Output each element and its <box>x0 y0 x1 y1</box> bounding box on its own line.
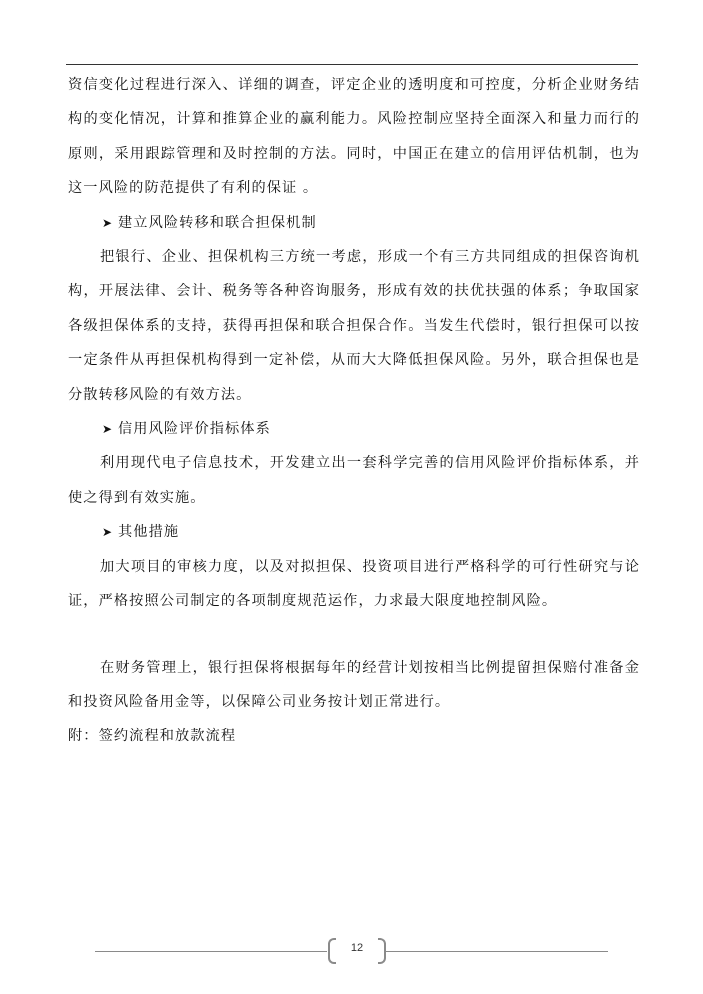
section-heading-text: 建立风险转移和联合担保机制 <box>118 214 317 231</box>
appendix-line: 附：签约流程和放款流程 <box>68 728 237 745</box>
arrow-bullet-icon: ➤ <box>102 422 114 437</box>
page-number: 12 <box>350 942 364 954</box>
section-body-credit-risk: 利用现代电子信息技术，开发建立出一套科学完善的信用风险评价指标体系，并使之得到有效实施。 <box>68 455 640 506</box>
footer-rule-right <box>385 951 608 952</box>
section-heading-risk-transfer <box>68 206 640 240</box>
document-body <box>68 68 640 754</box>
arrow-bullet-icon: ➤ <box>102 215 114 230</box>
section-body-risk-transfer: 把银行、企业、担保机构三方统一考虑，形成一个有三方共同组成的担保咨询机构，开展法律、会计、税务等各种咨询服务，形成有效的扶优扶强的体系；争取国家各级担保体系的支持，获得再担保和联合担保合作。当发生代偿时，银行担保可以按一定条件从再担保机构得到一定补偿，从而大大降低担保风险。另外，联合担保也是分散转移风险的有效方法。 <box>68 249 640 403</box>
section-body-other-measures: 加大项目的审核力度，以及对拟担保、投资项目进行严格科学的可行性研究与论证，严格按照公司制定的各项制度规范运作，力求最大限度地控制风险。 <box>68 558 640 610</box>
section-heading-text: 其他措施 <box>118 524 180 541</box>
footer-bracket-left <box>328 938 336 964</box>
header-rule <box>66 64 638 65</box>
intro-paragraph: 资信变化过程进行深入、详细的调查，评定企业的透明度和可控度，分析企业财务结构的变化情况，计算和推算企业的赢利能力。风险控制应坚持全面深入和量力而行的原则，采用跟踪管理和及时控制的方法。同时，中国正在建立的信用评估机制，也为这一风险的防范提供了有利的保证 。 <box>68 77 640 197</box>
paragraph-gap <box>68 619 640 651</box>
arrow-bullet-icon: ➤ <box>102 525 114 540</box>
footer-rule-left <box>95 951 327 952</box>
finance-paragraph: 在财务管理上，银行担保将根据每年的经营计划按相当比例提留担保赔付准备金和投资风险备用金等，以保障公司业务按计划正常进行。 <box>68 659 640 710</box>
section-heading-text: 信用风险评价指标体系 <box>118 421 271 438</box>
section-heading-credit-risk <box>68 412 640 446</box>
section-heading-other-measures <box>68 515 640 549</box>
